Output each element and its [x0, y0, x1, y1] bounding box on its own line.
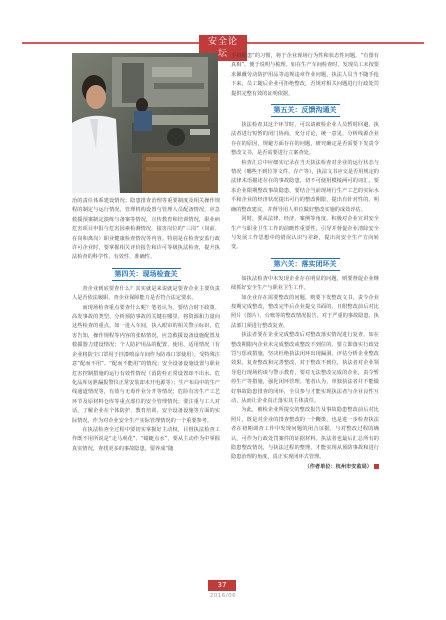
paragraph: 执法者要在企业完成整改后对整改落实情况进行复查，如在整改期限内企业未完成整改或整改不到位的，要立即落实行政处罚与惩戒措施，坚决杜绝执法闭环出现漏洞，评估分析企业整改效果。复查整改和完善整改，对于整改不到位，执法者对企业领导进行现场约谈与警示教育，要对无法整改完成的企业，责令暂停生产等措施，强化闭环管理。笔者认为，单独执法者并不能做好事故隐患排查的闭环，全员参与才能实现执法者与企业良性互动，从而让企业真正落实其主体责任。: [231, 332, 379, 404]
section-label: 安全论坛: [199, 35, 247, 61]
section-4-title: 第四关：现场检查关: [112, 268, 181, 281]
paragraph: 查企业到底要查什么？其实就是来说就是要查企业主要负责人是否依法履职、查企业保障能力是否符合法定要求。: [72, 285, 220, 302]
paragraph: 手拍隐患”的习惯，将于企业现场行为性和状态性问题，“有图有真相”，便于说明与梳理。如在生产车间检查时，发现员工未按要求佩戴劳动防护用品等违规违章作业问题，执法人员当不随手抢下来，员工随后企业可拒绝整改，否规对相关问题进行行政处罚提供完整有效的证明依据。: [231, 53, 379, 97]
paragraph: 为此，被检企业所提交的整改报告及事故隐患整改前后对比照片，既是对企业的排查整改的一个鞭策，也是进一步检查执法者在初期调查工作中发现问题的闭合证据，与对整改过程的确认，可作为行政处罚案件的证据材料。执法者也最后汇总所有的隐患整改情况，与执法过程的整理，才能实现从预防事故和进行隐患治理的角度，真正实现闭环式管理。: [231, 407, 379, 461]
page-number: 37: [208, 580, 236, 591]
inspection-photo-image: [72, 53, 218, 193]
end-mark-icon: [374, 464, 379, 469]
inspection-photo: [72, 53, 218, 193]
paragraph: 如企业存在需要整改的问题，则要下发整改文书，责令企业按期完成整改，整改完毕后企业提交书面的、且附整改前后对比照片（图片）、台账等的整改情况报告。对于严重的事故隐患，执法部门须进行整改复查。: [231, 294, 379, 329]
issue-date: 2016/06: [209, 593, 237, 599]
section-5-title: 第五关：反馈沟通关: [271, 104, 340, 117]
section-header: [199, 34, 247, 59]
right-column: [231, 52, 379, 472]
section-5-heading: [231, 104, 379, 117]
paragraph: 检查汇总中应细实记录在当天执法检查对企业的运行状态与情况（哪些不到位等文件、存产等），执法文书应交是否用规定的法律术语描述存在的事故隐患，切不可使用模棱两可的词汇。要求企业限期整改事故隐患，要结合当前现场行生产工艺的实际水平和企业的经济状况提出可行的整改期限，提出有针对性的、明确的整改建议，并督导用人单位做好整改实施的成效评估。: [231, 159, 379, 213]
author-affiliation: [231, 463, 379, 472]
left-column: [72, 197, 220, 454]
paragraph: 而现场检查重点要查什么呢？笔者认为，要结合时下政策、高发事故的类型、分析预防事故的关键在哪里，将资源和力量向这些检查的重点。如一进入车间，执入眼帘的相关警示标识，危害告知，操作规程等内容的张贴情况，应急救援设备设施配置及救援器力建设情况；个人防护用品的配置、使用、适用情况（有企业将防尘口罩用于挂漆喷涂车间作为防毒口罩使用），受特殊注意“配而不用”、“配而不能用”的情况；安全设备设施设置与职业危害控制措施的运行有效性情况（消防栓正常设置却不出水、危化品库房泄漏报警仪正常安装却未开电源等）；生产布局中的生产线通道情况等，有效与无毒作业分开等情况；危险有害生产工艺环节及原材料仓库等重点部位的安全管理情况；要注重与工人对话，了解企业在个体防护、教育培训、安全设备设施等方面的实际情况，作为对企业安全生产实际管理情况的一个重要参考。: [72, 304, 220, 424]
paragraph: 治的责任体系建设情况；隐患排查治理等重要制度及相关操作规程的制定与运行情况，管理机构设置与管理人员配备情况，应急救援预案制定演练与备案等情况，宣传教育和培训情况，职业病危害项目申报与危害因素检测情况，接害岗位的“三岗”（岗前、在岗和离岗）职业健康检查情况等内容。特别是在检查安监行政许可企业时，要掌握相关评价报告和许可等级执法检查，提升执法检查的科学性、有效性、准确性。: [72, 198, 220, 261]
paragraph: 同时，要从法律、经济、案例等角度，积极对企业宣讲安全生产与职业卫生工作的前瞻性重要性，引导并督促企业清除安全与发展工作思想中的错误认识与差距，提出向安全生产方向转变。: [231, 216, 379, 251]
paragraph: 执法检查其这个环节时，可以请被检企业人员暂时回避，执法者进行短暂的闭门协商，充分讨论，统一意见，分析线源企业存在的原因，规避方面存在的问题，研究确定是否需要下发责令整改文书，是否需要进行立案查处。: [231, 122, 379, 157]
author-affiliation-text: （作者单位：杭州市安监局）: [304, 463, 372, 470]
section-6-heading: [231, 258, 379, 271]
paragraph: 在执法检查全过程中要切实掌握好主动权，目督执法检查工作既不用所说是“走马观花”、“蜻蜓点水”，要从主动作为中掌握真实情况，查找更多的事故隐患，要养成“随: [72, 426, 220, 452]
section-4-heading: [72, 268, 220, 281]
paragraph: 如执法检查中未发现企业存在明显的问题，则要督促企业继续抓好安全生产与职业卫生工作。: [231, 275, 379, 292]
section-6-title: 第六关：落实闭环关: [271, 258, 340, 271]
